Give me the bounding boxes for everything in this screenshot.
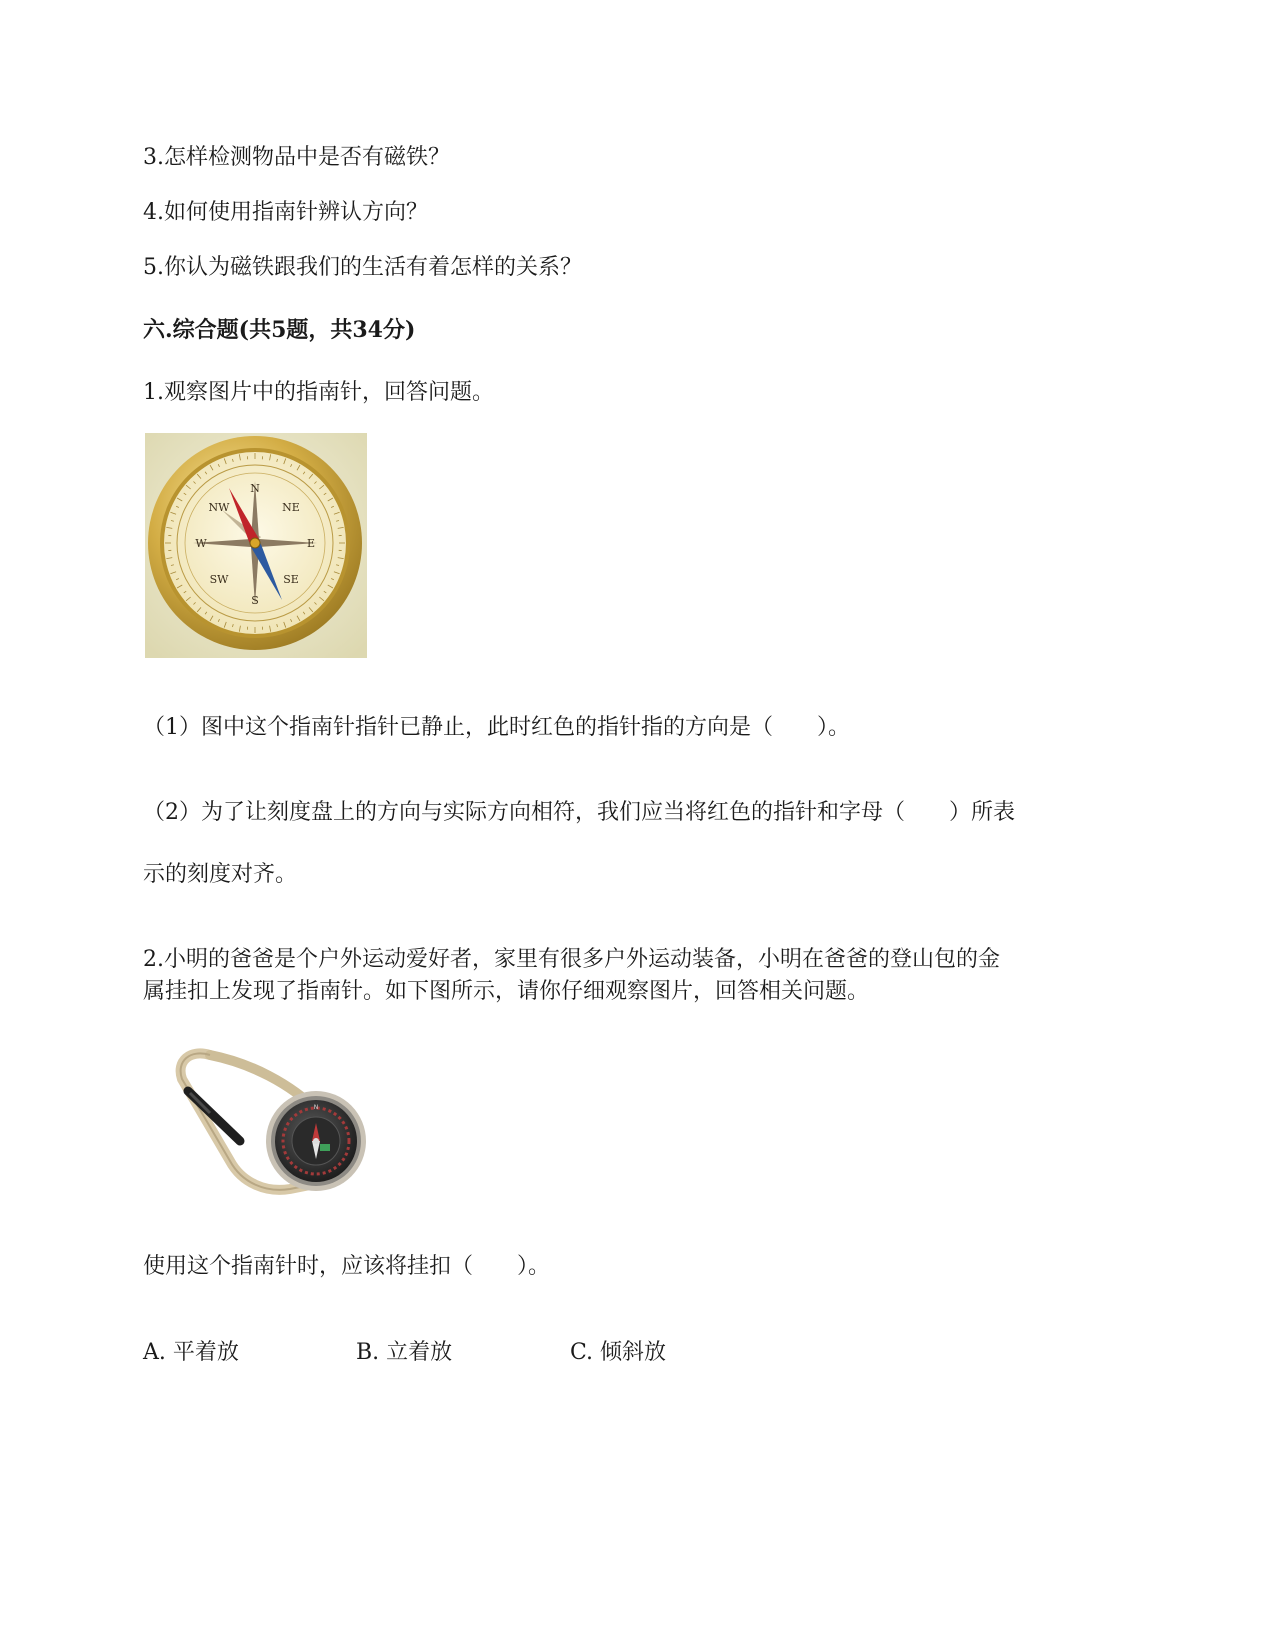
question-4: 4.如何使用指南针辨认方向？	[143, 200, 428, 225]
carabiner-compass-image	[170, 1043, 370, 1198]
q2-stem-line1: 2.小明的爸爸是个户外运动爱好者，家里有很多户外运动装备，小明在爸爸的登山包的金	[143, 947, 1000, 972]
svg-text:N: N	[313, 1104, 319, 1111]
question-3: 3.怎样检测物品中是否有磁铁？	[143, 145, 450, 170]
needle-pivot	[250, 538, 260, 548]
option-c[interactable]: C. 倾斜放	[570, 1340, 667, 1365]
compass-image	[145, 433, 367, 658]
q1-stem: 1.观察图片中的指南针，回答问题。	[143, 380, 494, 405]
label-n: N	[250, 482, 260, 495]
label-w: W	[195, 537, 207, 550]
q1-sub2-line1: （2）为了让刻度盘上的方向与实际方向相符，我们应当将红色的指针和字母（ ）所表	[143, 800, 1016, 825]
q2-question: 使用这个指南针时，应该将挂扣（ ）。	[143, 1254, 551, 1279]
q2-stem-line2: 属挂扣上发现了指南针。如下图所示，请你仔细观察图片，回答相关问题。	[143, 979, 870, 1004]
label-nw: NW	[208, 501, 230, 514]
label-s: S	[251, 594, 259, 607]
question-5: 5.你认为磁铁跟我们的生活有着怎样的关系？	[143, 255, 582, 280]
q1-sub2-line2: 示的刻度对齐。	[143, 862, 298, 887]
label-sw: SW	[209, 573, 229, 586]
option-a[interactable]: A. 平着放	[143, 1340, 239, 1365]
label-se: SE	[283, 573, 299, 586]
section-heading: 六.综合题(共5题，共34分)	[143, 317, 416, 343]
option-b[interactable]: B. 立着放	[356, 1340, 453, 1365]
q1-sub1: （1）图中这个指南针指针已静止，此时红色的指针指的方向是（ ）。	[143, 715, 850, 740]
label-ne: NE	[282, 501, 300, 514]
label-e: E	[306, 537, 316, 550]
